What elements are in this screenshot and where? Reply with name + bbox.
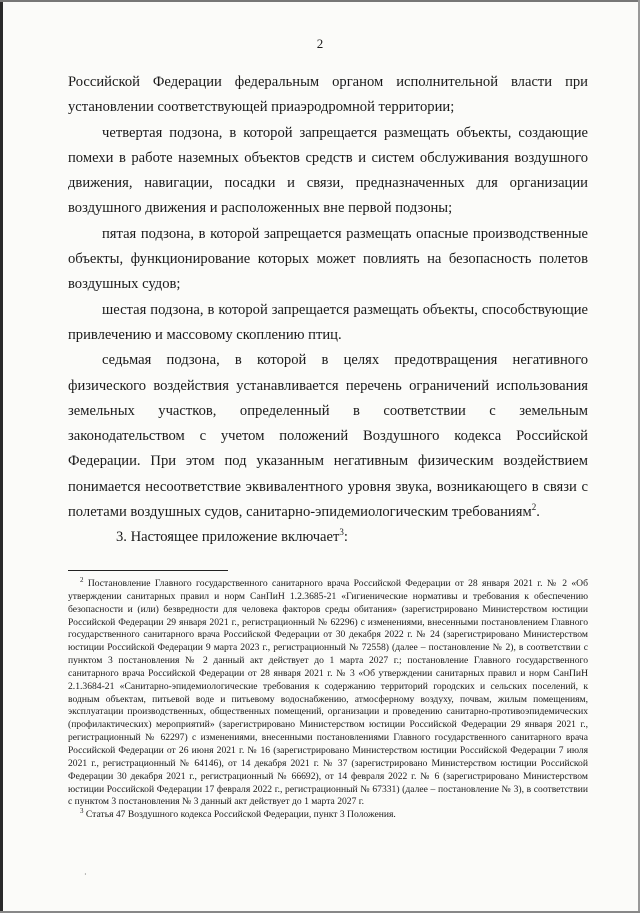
scan-edge-left xyxy=(0,0,3,913)
main-text xyxy=(68,70,588,551)
footnote-3 xyxy=(68,809,588,822)
paragraph-subzone-6: шестая подзона, в которой запрещается размещать объекты, способствующие привлечению и массовому скоплению птиц. xyxy=(68,301,588,343)
paragraph-item-3-text: 3. Настоящее приложение включает xyxy=(116,529,340,546)
footnote-ref-3: 3 xyxy=(339,527,344,538)
footnotes xyxy=(68,575,588,822)
paragraph-continuation: Российской Федерации федеральным органом исполнительной власти при установлении соответствующей приаэродромной территории; xyxy=(68,74,588,116)
paragraph-subzone-7-text: седьмая подзона, в которой в целях предотвращения негативного физического воздействия устанавливается перечень ограничений использования земельных участков, определенный в соответствии с земельным законодательством с учетом положений Воздушного кодекса Российской Федерации. При этом под указанным негативным физическим воздействием понимается несоответствие эквивалентного уровня звука, возникающего в связи с полетами воздушных судов, санитарно-эпидемиологическим требованиям xyxy=(68,352,588,521)
paragraph-subzone-4: четвертая подзона, в которой запрещается размещать объекты, создающие помехи в работе наземных объектов средств и систем обслуживания воздушного движения, навигации, посадки и связи, предназначенных для организации воздушного движения и расположенных вне первой подзоны; xyxy=(68,124,588,217)
page-number: 2 xyxy=(316,36,324,51)
footnote-3-text: Статья 47 Воздушного кодекса Российской Федерации, пункт 3 Положения. xyxy=(85,809,396,821)
footnote-2-text: Постановление Главного государственного санитарного врача Российской Федерации от 28 января 2021 г. № 2 «Об утверждении санитарных правил и норм СанПиН 1.2.3685-21 «Гигиенические нормативы и требования к обеспечению безопасности и (или) безвредности для человека факторов среды обитания» (зарегистрировано Министерством юстиции Российской Федерации 29 января 2021 г., регистрационный № 62296) с изменениями, внесенными постановлением Главного государственного санитарного врача Российской Федерации от 30 декабря 2022 г. № 24 (зарегистрировано Министерством юстиции Российской Федерации 9 марта 2023 г., регистрационный № 72558) (далее – постановление № 2), в соответствии с пунктом 3 постановления № 2 данный акт действует до 1 марта 2027 г.; постановление Главного государственного санитарного врача Российской Федерации от 28 января 2021 г. № 3 «Об утверждении санитарных правил и норм СанПиН 2.1.3684-21 «Санитарно-эпидемиологические требования к содержанию территорий городских и сельских поселений, к водным объектам, питьевой воде и питьевому водоснабжению, атмосферному воздуху, почвам, жилым помещениям, эксплуатации производственных, общественных помещений, организации и проведению санитарно-противоэпидемических (профилактических) мероприятий» (зарегистрировано Министерством юстиции Российской Федерации 29 января 2021 г., регистрационный № 62297) с изменениями, внесенными постановлениями Главного государственного санитарного врача Российской Федерации от 26 июня 2021 г. № 16 (зарегистрировано Министерством юстиции Российской Федерации 7 июля 2021 г., регистрационный № 64146), от 14 декабря 2021 г. № 37 (зарегистрировано Министерством юстиции Российской Федерации 30 декабря 2021 г., регистрационный № 66692), от 14 февраля 2022 г. № 6 (зарегистрировано Министерством юстиции Российской Федерации 17 февраля 2022 г., регистрационный № 67331) (далее – постановление № 3), в соответствии с пунктом 3 постановления № 3 данный акт действует до 1 марта 2027 г. xyxy=(68,578,588,808)
scan-speck: · xyxy=(84,870,87,879)
paragraph-subzone-7-end: . xyxy=(536,504,540,521)
footnote-separator xyxy=(68,570,228,571)
paragraph-item-3-end: : xyxy=(343,529,348,546)
footnote-2-mark: 2 xyxy=(80,575,84,584)
paragraph-subzone-7 xyxy=(68,348,588,525)
scan-edge-top xyxy=(0,0,640,2)
footnote-3-mark: 3 xyxy=(80,807,84,815)
paragraph-subzone-5: пятая подзона, в которой запрещается размещать опасные производственные объекты, функционирование которых может повлиять на безопасность полетов воздушных судов; xyxy=(68,225,588,293)
paragraph-item-3 xyxy=(68,525,588,550)
footnote-2 xyxy=(68,575,588,809)
footnote-ref-2: 2 xyxy=(531,502,537,513)
